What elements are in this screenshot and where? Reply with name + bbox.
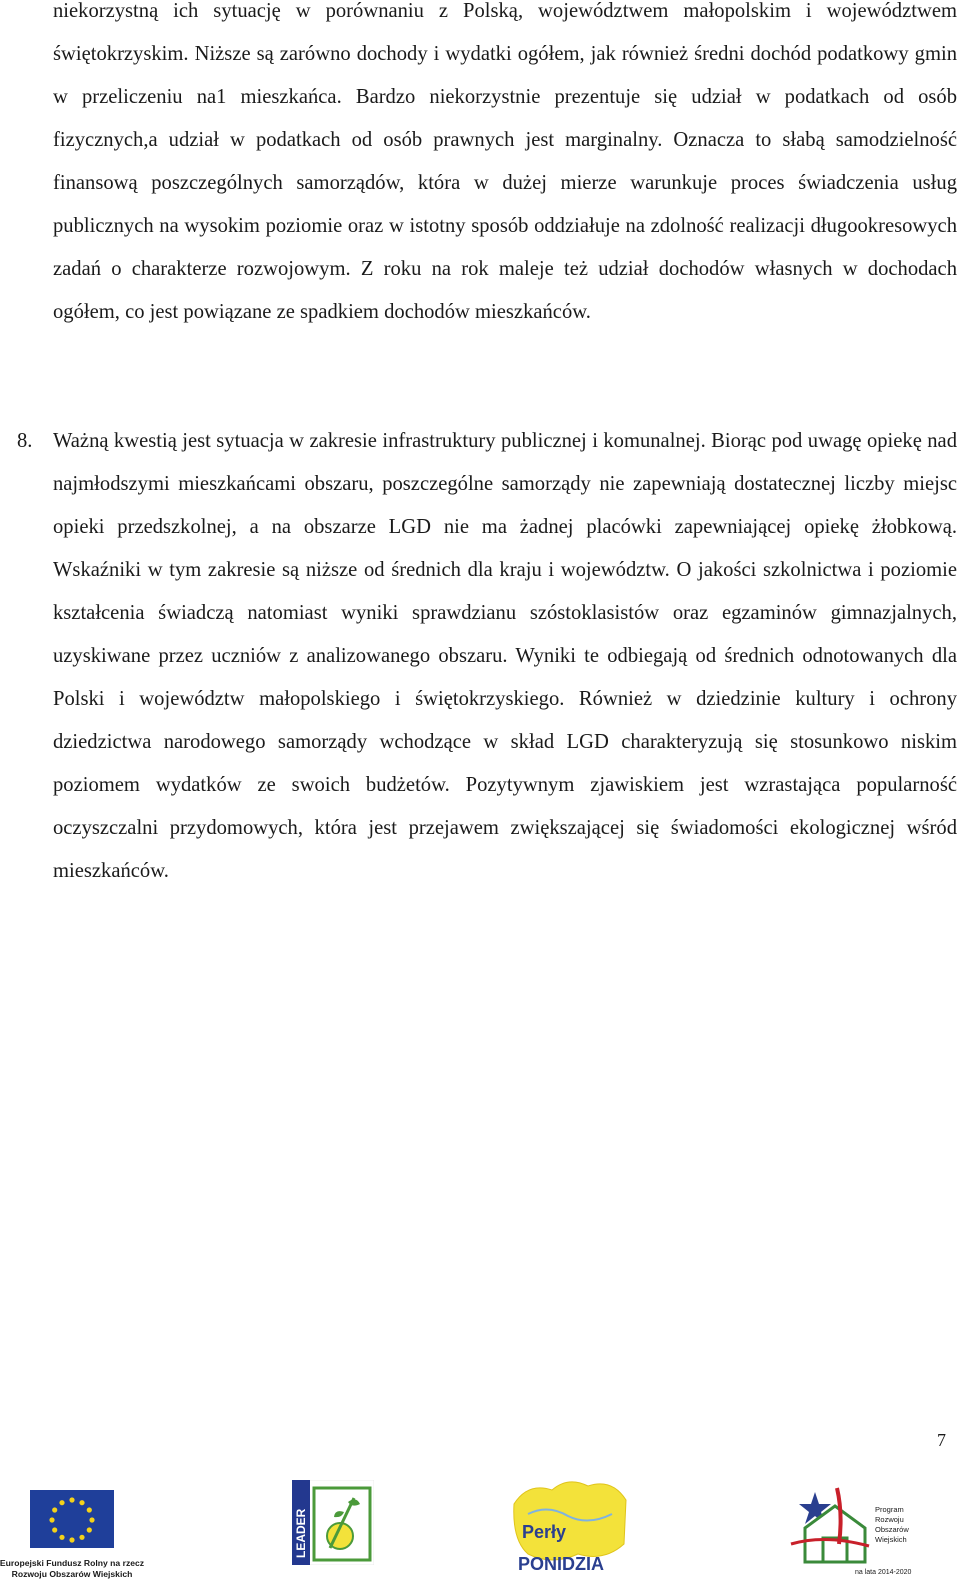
prow-caption-3: Obszarów xyxy=(875,1525,909,1534)
eu-logo-caption-1: Europejski Fundusz Rolny na rzecz xyxy=(0,1558,145,1568)
paragraph: niekorzystną ich sytuację w porównaniu z Polską, województwem małopolskim i województwem świętokrzyskim. Niższe są zarówno dochody i wydatki ogółem, jak również średni dochód podatkowy gmin w przeliczeniu na1 mieszkańca. Bardzo niekorzystnie prezentuje się udział w podatkach od osób fizycznych,a udział w podatkach od osób prawnych jest marginalny. Oznacza to słabą samodzielność finansową poszczególnych samorządów, która w dużej mierze warunkuje proces świadczenia usług publicznych na wysokim poziomie oraz w istotny sposób oddziałuje na zdolność realizacji długookresowych zadań o charakterze rozwojowym. Z roku na rok maleje też udział dochodów własnych w dochodach ogółem, co jest powiązane ze spadkiem dochodów mieszkańców. xyxy=(53,0,957,323)
perly-logo-caption-2: PONIDZIA xyxy=(518,1554,605,1574)
eu-logo-caption-2: Rozwoju Obszarów Wiejskich xyxy=(11,1569,133,1579)
prow-emblem-icon xyxy=(791,1488,869,1562)
prow-caption-2: Rozwoju xyxy=(875,1515,904,1524)
paragraph: Ważną kwestią jest sytuacja w zakresie infrastruktury publicznej i komunalnej. Biorąc pod uwagę opiekę nad najmłodszymi mieszkańcami obszaru, poszczególne samorządy nie zapewniają dostatecznej liczby miejsc opieki przedszkolnej, a na obszarze LGD nie ma żadnej placówki zapewniającej opiekę żłobkową. Wskaźniki w tym zakresie są niższe od średnich dla kraju i województw. O jakości szkolnictwa i poziomie kształcenia świadczą natomiast wyniki sprawdzianu szóstoklasistów oraz egzaminów gimnazjalnych, uzyskiwane przez uczniów z analizowanego obszaru. Wyniki te odbiegają od średnich odnotowanych dla Polski i województw małopolskiego i świętokrzyskiego. Również w dziedzinie kultury i ochrony dziedzictwa narodowego samorządy wchodzące w skład LGD charakteryzują się stosunkowo niskim poziomem wydatków ze swoich budżetów. Pozytywnym zjawiskiem jest wzrastająca popularność oczyszczalni przydomowych, która jest przejawem zwiększającej się świadomości ekologicznej wśród mieszkańców. xyxy=(53,430,957,882)
perly-ponidzia-logo xyxy=(508,1474,632,1578)
page-number: 7 xyxy=(937,1430,946,1450)
leader-logo-caption: LEADER xyxy=(294,1508,308,1558)
prow-caption-4: Wiejskich xyxy=(875,1535,907,1544)
prow-caption-5: na lata 2014-2020 xyxy=(855,1569,912,1576)
numbered-item xyxy=(17,420,957,893)
perly-logo-caption-1: Perły xyxy=(522,1522,567,1542)
prow-caption-1: Program xyxy=(875,1505,904,1514)
leader-logo xyxy=(292,1480,374,1565)
body-text-block-2 xyxy=(17,420,957,893)
footer-logos xyxy=(0,1470,960,1580)
prow-logo xyxy=(785,1484,915,1580)
eu-flag-logo xyxy=(0,1488,145,1580)
body-text-block-1 xyxy=(53,0,957,334)
list-item-number: 8. xyxy=(17,430,33,452)
